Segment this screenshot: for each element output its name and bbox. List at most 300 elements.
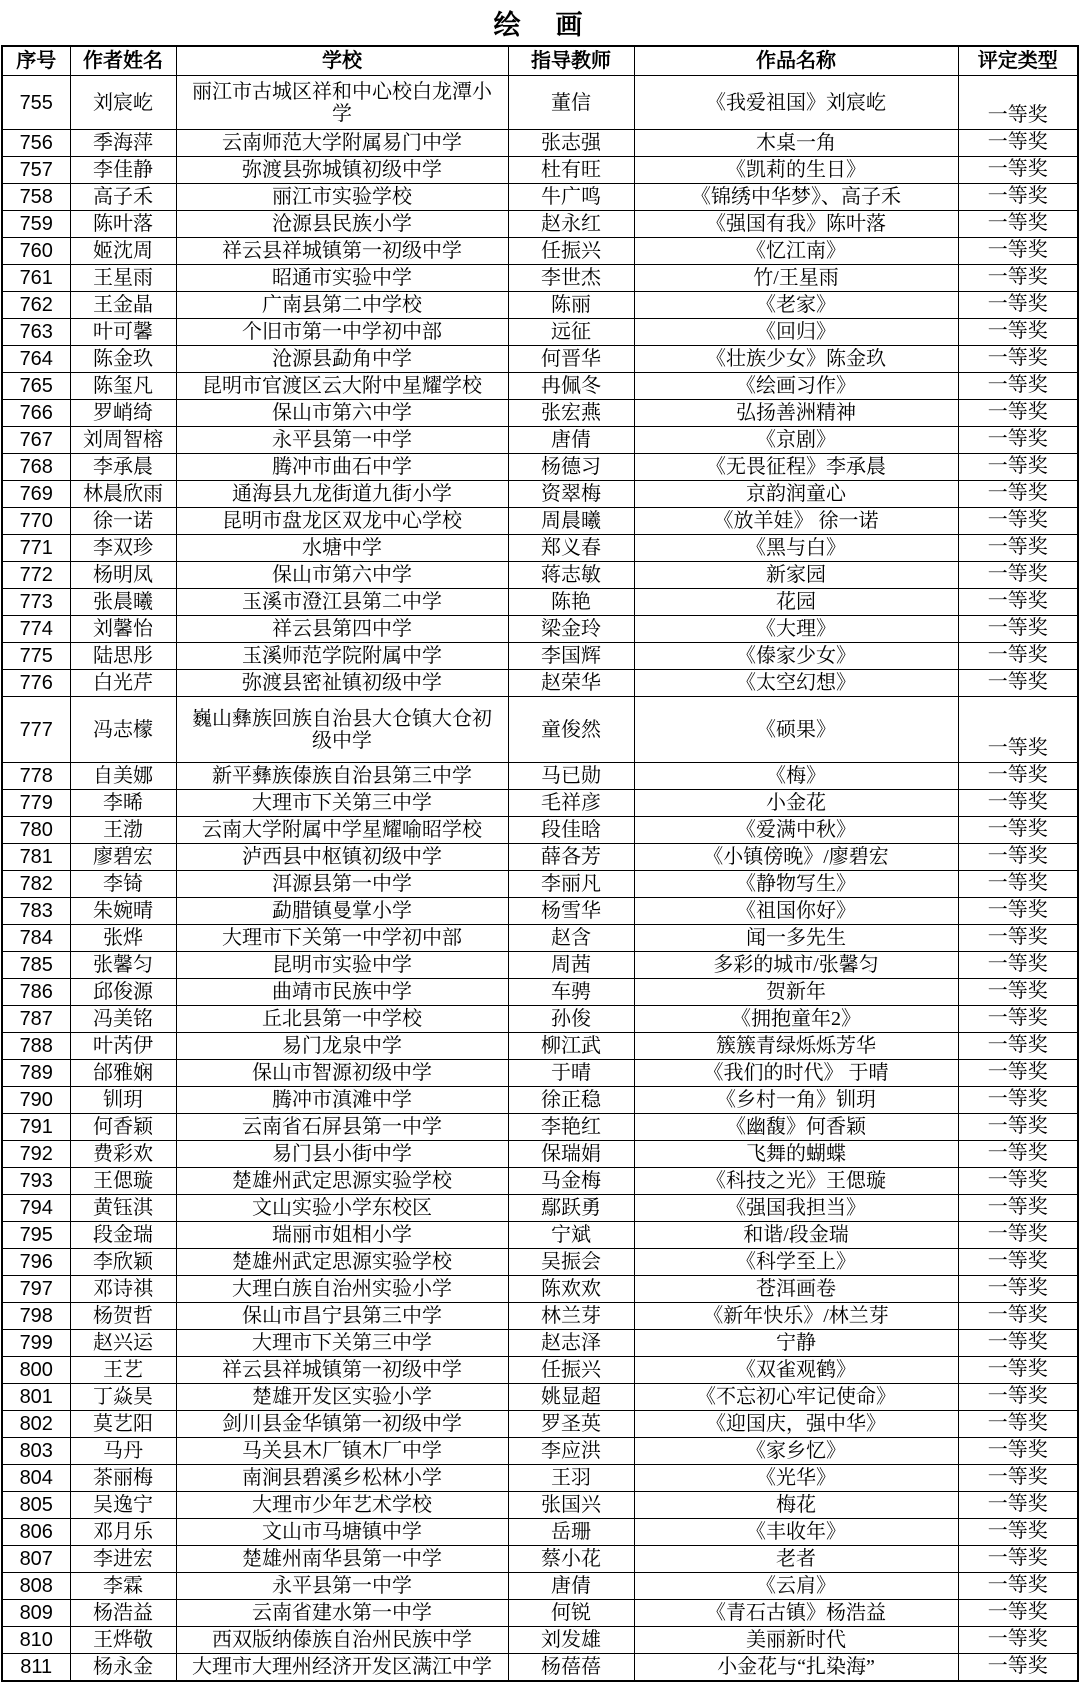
cell-teacher: 姚显超 — [508, 1384, 634, 1411]
table-row — [2, 1546, 1078, 1573]
cell-author: 杨贺哲 — [70, 1303, 176, 1330]
cell-serial: 768 — [2, 454, 70, 481]
cell-serial: 790 — [2, 1087, 70, 1114]
cell-school: 南涧县碧溪乡松林小学 — [176, 1465, 508, 1492]
cell-award: 一等奖 — [958, 346, 1078, 373]
awards-table — [1, 45, 1079, 1682]
cell-author: 叶芮伊 — [70, 1033, 176, 1060]
table-row — [2, 670, 1078, 697]
cell-artwork: 《幽馥》何香颖 — [634, 1114, 958, 1141]
cell-author: 朱婉晴 — [70, 898, 176, 925]
cell-school: 新平彝族傣族自治县第三中学 — [176, 763, 508, 790]
table-row — [2, 427, 1078, 454]
cell-award: 一等奖 — [958, 76, 1078, 130]
cell-author: 陈金玖 — [70, 346, 176, 373]
table-row — [2, 292, 1078, 319]
cell-artwork: 《锦绣中华梦》、高子禾 — [634, 184, 958, 211]
cell-author: 李佳静 — [70, 157, 176, 184]
table-row — [2, 1195, 1078, 1222]
cell-school: 沧源县勐角中学 — [176, 346, 508, 373]
cell-teacher: 马已勋 — [508, 763, 634, 790]
cell-artwork: 簇簇青绿烁烁芳华 — [634, 1033, 958, 1060]
table-row — [2, 1060, 1078, 1087]
cell-serial: 759 — [2, 211, 70, 238]
cell-serial: 800 — [2, 1357, 70, 1384]
cell-author: 冯美铭 — [70, 1006, 176, 1033]
cell-school: 泸西县中枢镇初级中学 — [176, 844, 508, 871]
cell-author: 丁焱昊 — [70, 1384, 176, 1411]
cell-award: 一等奖 — [958, 1033, 1078, 1060]
cell-serial: 775 — [2, 643, 70, 670]
cell-award: 一等奖 — [958, 319, 1078, 346]
cell-author: 陈叶落 — [70, 211, 176, 238]
cell-artwork: 《傣家少女》 — [634, 643, 958, 670]
cell-teacher: 董信 — [508, 76, 634, 130]
table-row — [2, 979, 1078, 1006]
cell-teacher: 李应洪 — [508, 1438, 634, 1465]
cell-teacher: 任振兴 — [508, 1357, 634, 1384]
cell-award: 一等奖 — [958, 535, 1078, 562]
cell-award: 一等奖 — [958, 1087, 1078, 1114]
cell-award: 一等奖 — [958, 697, 1078, 763]
cell-school: 昭通市实验中学 — [176, 265, 508, 292]
cell-author: 杨永金 — [70, 1654, 176, 1682]
table-row — [2, 1168, 1078, 1195]
cell-school: 沧源县民族小学 — [176, 211, 508, 238]
cell-artwork: 《丰收年》 — [634, 1519, 958, 1546]
cell-serial: 782 — [2, 871, 70, 898]
cell-teacher: 马金梅 — [508, 1168, 634, 1195]
cell-serial: 791 — [2, 1114, 70, 1141]
cell-serial: 799 — [2, 1330, 70, 1357]
cell-school: 丘北县第一中学校 — [176, 1006, 508, 1033]
cell-author: 王艺 — [70, 1357, 176, 1384]
cell-school: 马关县木厂镇木厂中学 — [176, 1438, 508, 1465]
table-row — [2, 346, 1078, 373]
table-row — [2, 211, 1078, 238]
cell-award: 一等奖 — [958, 925, 1078, 952]
cell-award: 一等奖 — [958, 1573, 1078, 1600]
cell-serial: 767 — [2, 427, 70, 454]
cell-artwork: 《梅》 — [634, 763, 958, 790]
cell-school: 通海县九龙街道九街小学 — [176, 481, 508, 508]
cell-author: 刘周智榕 — [70, 427, 176, 454]
cell-artwork: 飞舞的蝴蝶 — [634, 1141, 958, 1168]
cell-author: 钏玥 — [70, 1087, 176, 1114]
cell-teacher: 杜有旺 — [508, 157, 634, 184]
cell-school: 大理市下关第一中学初中部 — [176, 925, 508, 952]
cell-serial: 804 — [2, 1465, 70, 1492]
cell-award: 一等奖 — [958, 898, 1078, 925]
header-teacher: 指导教师 — [508, 46, 634, 76]
cell-teacher: 保瑞娟 — [508, 1141, 634, 1168]
cell-artwork: 《大理》 — [634, 616, 958, 643]
cell-award: 一等奖 — [958, 130, 1078, 157]
cell-teacher: 柳江武 — [508, 1033, 634, 1060]
cell-school: 楚雄州南华县第一中学 — [176, 1546, 508, 1573]
cell-artwork: 《不忘初心牢记使命》 — [634, 1384, 958, 1411]
cell-award: 一等奖 — [958, 844, 1078, 871]
cell-school: 丽江市实验学校 — [176, 184, 508, 211]
table-header — [2, 46, 1078, 76]
cell-artwork: 《小镇傍晚》/廖碧宏 — [634, 844, 958, 871]
cell-serial: 769 — [2, 481, 70, 508]
cell-teacher: 何锐 — [508, 1600, 634, 1627]
cell-artwork: 宁静 — [634, 1330, 958, 1357]
cell-school: 个旧市第一中学初中部 — [176, 319, 508, 346]
cell-serial: 756 — [2, 130, 70, 157]
cell-award: 一等奖 — [958, 184, 1078, 211]
cell-award: 一等奖 — [958, 562, 1078, 589]
cell-award: 一等奖 — [958, 1060, 1078, 1087]
table-row — [2, 184, 1078, 211]
cell-artwork: 《无畏征程》李承晨 — [634, 454, 958, 481]
cell-serial: 811 — [2, 1654, 70, 1682]
cell-school: 曲靖市民族中学 — [176, 979, 508, 1006]
cell-serial: 781 — [2, 844, 70, 871]
cell-school: 大理市少年艺术学校 — [176, 1492, 508, 1519]
table-row — [2, 238, 1078, 265]
cell-author: 林晨欣雨 — [70, 481, 176, 508]
cell-artwork: 《我爱祖国》刘宸屹 — [634, 76, 958, 130]
cell-award: 一等奖 — [958, 790, 1078, 817]
table-row — [2, 265, 1078, 292]
table-row — [2, 1222, 1078, 1249]
cell-teacher: 宁斌 — [508, 1222, 634, 1249]
table-row — [2, 130, 1078, 157]
table-row — [2, 373, 1078, 400]
cell-teacher: 梁金玲 — [508, 616, 634, 643]
cell-artwork: 《祖国你好》 — [634, 898, 958, 925]
cell-school: 玉溪师范学院附属中学 — [176, 643, 508, 670]
cell-teacher: 王羽 — [508, 1465, 634, 1492]
cell-school: 保山市智源初级中学 — [176, 1060, 508, 1087]
page-title: 绘 画 — [493, 10, 587, 40]
cell-artwork: 《放羊娃》 徐一诺 — [634, 508, 958, 535]
cell-serial: 778 — [2, 763, 70, 790]
table-row — [2, 1438, 1078, 1465]
cell-serial: 783 — [2, 898, 70, 925]
cell-teacher: 张宏燕 — [508, 400, 634, 427]
cell-author: 费彩欢 — [70, 1141, 176, 1168]
cell-school: 大理市大理州经济开发区满江中学 — [176, 1654, 508, 1682]
table-row — [2, 871, 1078, 898]
cell-author: 刘宸屹 — [70, 76, 176, 130]
cell-serial: 760 — [2, 238, 70, 265]
cell-award: 一等奖 — [958, 481, 1078, 508]
cell-author: 李晞 — [70, 790, 176, 817]
cell-author: 李双珍 — [70, 535, 176, 562]
cell-serial: 777 — [2, 697, 70, 763]
cell-teacher: 杨蓓蓓 — [508, 1654, 634, 1682]
cell-serial: 771 — [2, 535, 70, 562]
cell-author: 杨明凤 — [70, 562, 176, 589]
cell-school: 云南大学附属中学星耀喻昭学校 — [176, 817, 508, 844]
table-row — [2, 508, 1078, 535]
cell-school: 剑川县金华镇第一初级中学 — [176, 1411, 508, 1438]
table-row — [2, 1519, 1078, 1546]
cell-serial: 763 — [2, 319, 70, 346]
cell-teacher: 赵永红 — [508, 211, 634, 238]
cell-serial: 792 — [2, 1141, 70, 1168]
cell-teacher: 段佳晗 — [508, 817, 634, 844]
cell-artwork: 《忆江南》 — [634, 238, 958, 265]
cell-author: 黄钰淇 — [70, 1195, 176, 1222]
table-row — [2, 1654, 1078, 1682]
cell-serial: 780 — [2, 817, 70, 844]
cell-artwork: 《我们的时代》 于晴 — [634, 1060, 958, 1087]
cell-school: 保山市第六中学 — [176, 400, 508, 427]
cell-author: 王星雨 — [70, 265, 176, 292]
header-school: 学校 — [176, 46, 508, 76]
table-row — [2, 1492, 1078, 1519]
cell-award: 一等奖 — [958, 292, 1078, 319]
table-row — [2, 1465, 1078, 1492]
cell-teacher: 牛广鸣 — [508, 184, 634, 211]
cell-author: 邱俊源 — [70, 979, 176, 1006]
cell-artwork: 《科技之光》王偲璇 — [634, 1168, 958, 1195]
cell-award: 一等奖 — [958, 1519, 1078, 1546]
cell-author: 邓诗祺 — [70, 1276, 176, 1303]
cell-award: 一等奖 — [958, 1276, 1078, 1303]
cell-school: 弥渡县密祉镇初级中学 — [176, 670, 508, 697]
cell-artwork: 多彩的城市/张馨匀 — [634, 952, 958, 979]
cell-author: 李承晨 — [70, 454, 176, 481]
cell-author: 莫艺阳 — [70, 1411, 176, 1438]
cell-teacher: 赵志泽 — [508, 1330, 634, 1357]
cell-award: 一等奖 — [958, 1303, 1078, 1330]
cell-award: 一等奖 — [958, 643, 1078, 670]
cell-teacher: 任振兴 — [508, 238, 634, 265]
cell-artwork: 《拥抱童年2》 — [634, 1006, 958, 1033]
cell-author: 高子禾 — [70, 184, 176, 211]
cell-serial: 808 — [2, 1573, 70, 1600]
cell-serial: 793 — [2, 1168, 70, 1195]
cell-serial: 794 — [2, 1195, 70, 1222]
cell-school: 保山市第六中学 — [176, 562, 508, 589]
cell-school: 玉溪市澄江县第二中学 — [176, 589, 508, 616]
cell-teacher: 远征 — [508, 319, 634, 346]
cell-school: 大理市下关第三中学 — [176, 1330, 508, 1357]
cell-award: 一等奖 — [958, 373, 1078, 400]
cell-author: 罗峭绮 — [70, 400, 176, 427]
cell-author: 李进宏 — [70, 1546, 176, 1573]
cell-award: 一等奖 — [958, 400, 1078, 427]
table-row — [2, 925, 1078, 952]
cell-school: 易门县小街中学 — [176, 1141, 508, 1168]
cell-teacher: 蔡小花 — [508, 1546, 634, 1573]
cell-school: 祥云县祥城镇第一初级中学 — [176, 1357, 508, 1384]
cell-award: 一等奖 — [958, 871, 1078, 898]
cell-serial: 779 — [2, 790, 70, 817]
cell-award: 一等奖 — [958, 454, 1078, 481]
header-serial: 序号 — [2, 46, 70, 76]
cell-artwork: 竹/王星雨 — [634, 265, 958, 292]
cell-author: 自美娜 — [70, 763, 176, 790]
cell-serial: 758 — [2, 184, 70, 211]
cell-teacher: 张国兴 — [508, 1492, 634, 1519]
cell-teacher: 毛祥彦 — [508, 790, 634, 817]
cell-school: 保山市昌宁县第三中学 — [176, 1303, 508, 1330]
cell-serial: 785 — [2, 952, 70, 979]
cell-award: 一等奖 — [958, 265, 1078, 292]
header-row — [2, 46, 1078, 76]
cell-award: 一等奖 — [958, 1114, 1078, 1141]
table-row — [2, 1141, 1078, 1168]
cell-artwork: 《双雀观鹤》 — [634, 1357, 958, 1384]
cell-award: 一等奖 — [958, 1654, 1078, 1682]
cell-serial: 761 — [2, 265, 70, 292]
table-row — [2, 157, 1078, 184]
cell-teacher: 陈欢欢 — [508, 1276, 634, 1303]
cell-school: 云南师范大学附属易门中学 — [176, 130, 508, 157]
cell-award: 一等奖 — [958, 1546, 1078, 1573]
table-row — [2, 817, 1078, 844]
cell-award: 一等奖 — [958, 1438, 1078, 1465]
cell-award: 一等奖 — [958, 1249, 1078, 1276]
cell-serial: 762 — [2, 292, 70, 319]
table-row — [2, 589, 1078, 616]
cell-school: 广南县第二中学校 — [176, 292, 508, 319]
cell-author: 茶丽梅 — [70, 1465, 176, 1492]
cell-artwork: 《壮族少女》陈金玖 — [634, 346, 958, 373]
cell-artwork: 梅花 — [634, 1492, 958, 1519]
cell-artwork: 闻一多先生 — [634, 925, 958, 952]
cell-teacher: 李艳红 — [508, 1114, 634, 1141]
cell-author: 张馨匀 — [70, 952, 176, 979]
cell-artwork: 木桌一角 — [634, 130, 958, 157]
table-row — [2, 1357, 1078, 1384]
cell-artwork: 《科学至上》 — [634, 1249, 958, 1276]
cell-school: 巍山彝族回族自治县大仓镇大仓初级中学 — [176, 697, 508, 763]
cell-artwork: 《回归》 — [634, 319, 958, 346]
cell-teacher: 蒋志敏 — [508, 562, 634, 589]
table-row — [2, 319, 1078, 346]
cell-author: 王渤 — [70, 817, 176, 844]
cell-artwork: 《绘画习作》 — [634, 373, 958, 400]
cell-school: 文山实验小学东校区 — [176, 1195, 508, 1222]
cell-author: 吴逸宁 — [70, 1492, 176, 1519]
cell-award: 一等奖 — [958, 508, 1078, 535]
cell-serial: 789 — [2, 1060, 70, 1087]
cell-school: 楚雄州武定思源实验学校 — [176, 1168, 508, 1195]
table-row — [2, 1627, 1078, 1654]
table-row — [2, 454, 1078, 481]
cell-serial: 765 — [2, 373, 70, 400]
cell-artwork: 小金花与“扎染海” — [634, 1654, 958, 1682]
cell-school: 勐腊镇曼掌小学 — [176, 898, 508, 925]
cell-serial: 757 — [2, 157, 70, 184]
cell-artwork: 苍洱画卷 — [634, 1276, 958, 1303]
cell-author: 冯志檬 — [70, 697, 176, 763]
table-row — [2, 1411, 1078, 1438]
table-row — [2, 1249, 1078, 1276]
cell-teacher: 岳珊 — [508, 1519, 634, 1546]
cell-artwork: 新家园 — [634, 562, 958, 589]
cell-teacher: 鄢跃勇 — [508, 1195, 634, 1222]
table-row — [2, 400, 1078, 427]
cell-award: 一等奖 — [958, 1168, 1078, 1195]
cell-award: 一等奖 — [958, 211, 1078, 238]
cell-serial: 755 — [2, 76, 70, 130]
cell-school: 大理白族自治州实验小学 — [176, 1276, 508, 1303]
table-row — [2, 535, 1078, 562]
cell-artwork: 《青石古镇》杨浩益 — [634, 1600, 958, 1627]
cell-teacher: 徐正稳 — [508, 1087, 634, 1114]
cell-author: 赵兴运 — [70, 1330, 176, 1357]
cell-serial: 776 — [2, 670, 70, 697]
cell-author: 邰雅娴 — [70, 1060, 176, 1087]
cell-artwork: 《黑与白》 — [634, 535, 958, 562]
table-row — [2, 616, 1078, 643]
cell-teacher: 陈丽 — [508, 292, 634, 319]
cell-school: 永平县第一中学 — [176, 1573, 508, 1600]
cell-award: 一等奖 — [958, 763, 1078, 790]
cell-author: 邓月乐 — [70, 1519, 176, 1546]
cell-artwork: 《静物写生》 — [634, 871, 958, 898]
cell-artwork: 老者 — [634, 1546, 958, 1573]
cell-author: 杨浩益 — [70, 1600, 176, 1627]
cell-school: 弥渡县弥城镇初级中学 — [176, 157, 508, 184]
header-artwork: 作品名称 — [634, 46, 958, 76]
cell-artwork: 《光华》 — [634, 1465, 958, 1492]
cell-author: 叶可馨 — [70, 319, 176, 346]
cell-award: 一等奖 — [958, 427, 1078, 454]
cell-award: 一等奖 — [958, 589, 1078, 616]
cell-author: 白光芹 — [70, 670, 176, 697]
table-row — [2, 76, 1078, 130]
cell-award: 一等奖 — [958, 1411, 1078, 1438]
cell-school: 腾冲市曲石中学 — [176, 454, 508, 481]
table-row — [2, 697, 1078, 763]
cell-author: 姬沈周 — [70, 238, 176, 265]
cell-artwork: 京韵润童心 — [634, 481, 958, 508]
cell-artwork: 《家乡忆》 — [634, 1438, 958, 1465]
cell-teacher: 冉佩冬 — [508, 373, 634, 400]
cell-school: 祥云县第四中学 — [176, 616, 508, 643]
cell-serial: 772 — [2, 562, 70, 589]
cell-award: 一等奖 — [958, 1141, 1078, 1168]
cell-serial: 796 — [2, 1249, 70, 1276]
cell-serial: 803 — [2, 1438, 70, 1465]
cell-award: 一等奖 — [958, 1006, 1078, 1033]
table-row — [2, 898, 1078, 925]
cell-artwork: 《老家》 — [634, 292, 958, 319]
table-row — [2, 844, 1078, 871]
table-body — [2, 76, 1078, 1682]
cell-school: 腾冲市滇滩中学 — [176, 1087, 508, 1114]
table-row — [2, 481, 1078, 508]
cell-serial: 773 — [2, 589, 70, 616]
cell-school: 昆明市官渡区云大附中星耀学校 — [176, 373, 508, 400]
cell-serial: 787 — [2, 1006, 70, 1033]
header-award: 评定类型 — [958, 46, 1078, 76]
cell-school: 楚雄开发区实验小学 — [176, 1384, 508, 1411]
cell-artwork: 贺新年 — [634, 979, 958, 1006]
cell-award: 一等奖 — [958, 157, 1078, 184]
cell-teacher: 赵荣华 — [508, 670, 634, 697]
cell-serial: 809 — [2, 1600, 70, 1627]
cell-school: 西双版纳傣族自治州民族中学 — [176, 1627, 508, 1654]
cell-award: 一等奖 — [958, 1330, 1078, 1357]
cell-teacher: 于晴 — [508, 1060, 634, 1087]
cell-serial: 807 — [2, 1546, 70, 1573]
cell-artwork: 花园 — [634, 589, 958, 616]
cell-serial: 797 — [2, 1276, 70, 1303]
cell-author: 王烨敬 — [70, 1627, 176, 1654]
cell-artwork: 弘扬善洲精神 — [634, 400, 958, 427]
cell-school: 易门龙泉中学 — [176, 1033, 508, 1060]
